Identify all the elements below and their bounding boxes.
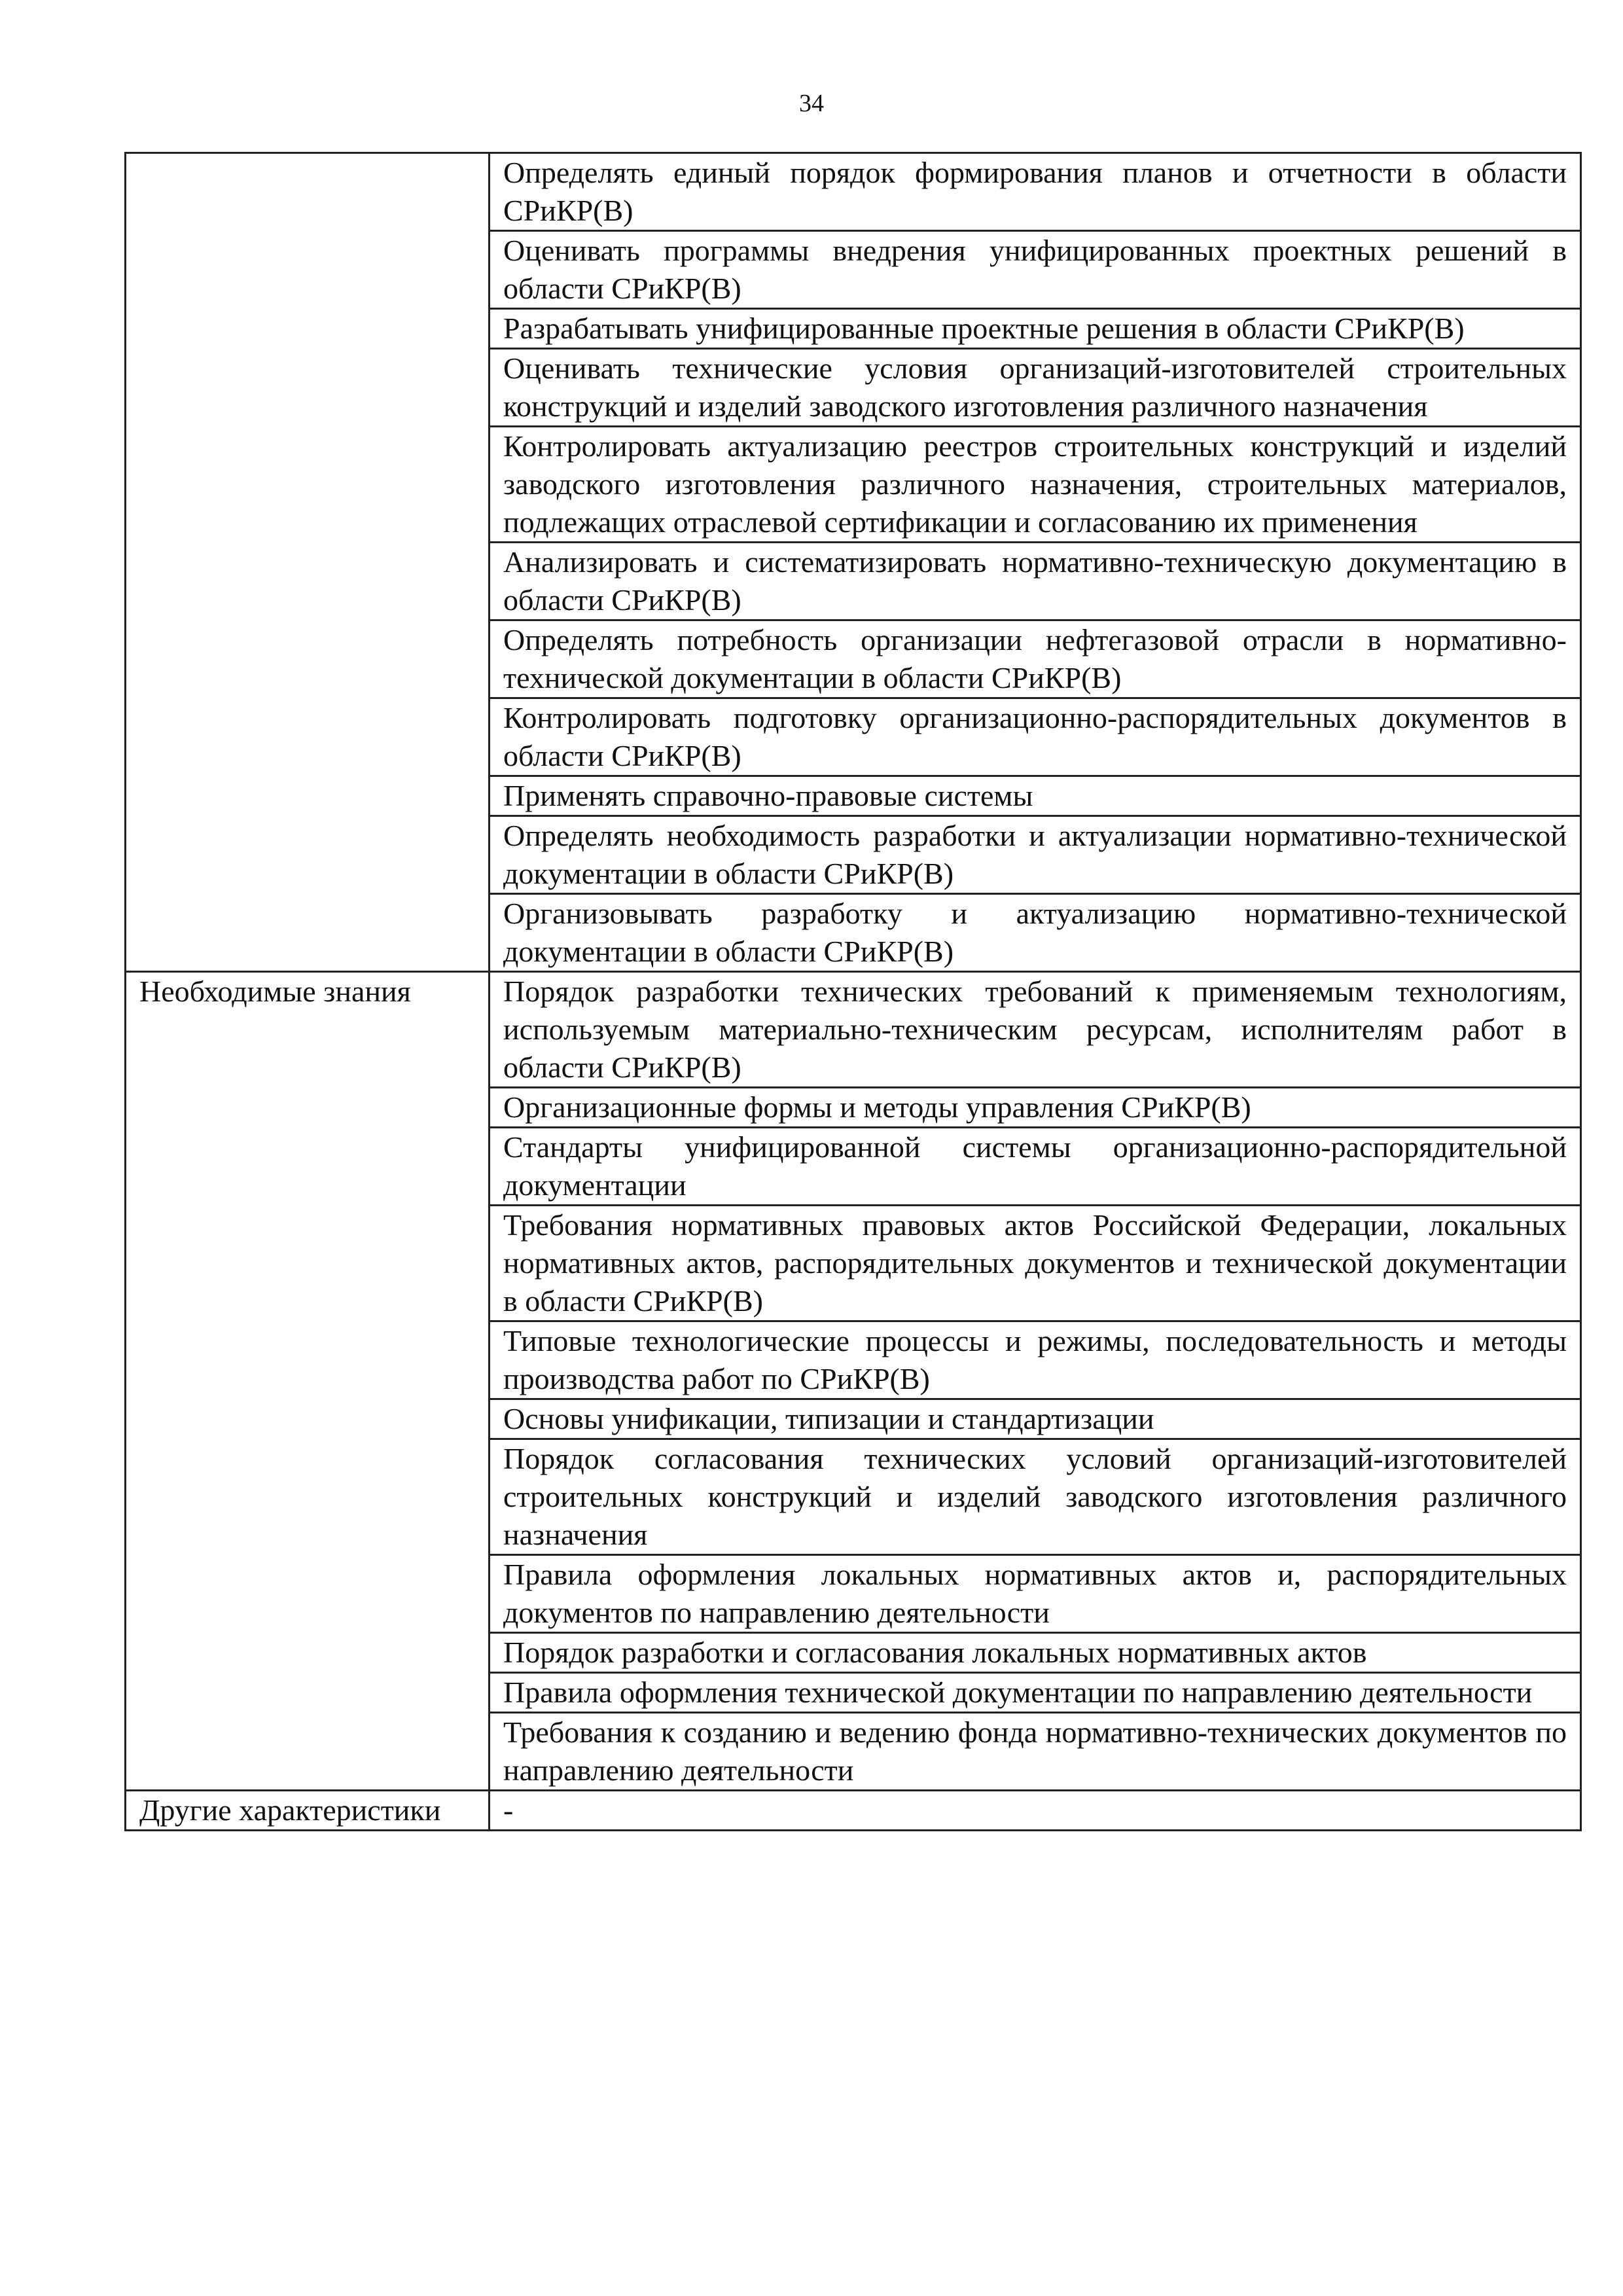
- skill-item: Контролировать актуализацию реестров строительных конструкций и изделий заводского изготовления различного назначения, строительных материалов, подлежащих отраслевой сертификации и согласованию их применения: [490, 427, 1581, 543]
- skill-item: Применять справочно-правовые системы: [490, 776, 1581, 816]
- skill-item: Анализировать и систематизировать нормативно-техническую документацию в области СРиКР(В): [490, 543, 1581, 620]
- knowledge-item: Организационные формы и методы управления СРиКР(В): [490, 1088, 1581, 1128]
- knowledge-item: Требования к созданию и ведению фонда нормативно-технических документов по направлению деятельности: [490, 1713, 1581, 1791]
- skill-item: Организовывать разработку и актуализацию нормативно-технической документации в области СРиКР(В): [490, 894, 1581, 972]
- table-row: [126, 972, 1581, 1088]
- table-row: [126, 153, 1581, 231]
- other-label: Другие характеристики: [126, 1791, 490, 1831]
- page-number: 34: [799, 90, 824, 117]
- knowledge-label: Необходимые знания: [126, 972, 490, 1791]
- table-row: [126, 1791, 1581, 1831]
- skill-item: Оценивать программы внедрения унифицированных проектных решений в области СРиКР(В): [490, 231, 1581, 309]
- knowledge-item: Основы унификации, типизации и стандартизации: [490, 1399, 1581, 1439]
- competency-table: [124, 152, 1582, 1831]
- skill-item: Оценивать технические условия организаций-изготовителей строительных конструкций и изделий заводского изготовления различного назначения: [490, 349, 1581, 427]
- skills-label-cell: [126, 153, 490, 972]
- knowledge-item: Стандарты унифицированной системы организационно-распорядительной документации: [490, 1128, 1581, 1206]
- knowledge-item: Типовые технологические процессы и режимы, последовательность и методы производства работ по СРиКР(В): [490, 1321, 1581, 1399]
- knowledge-item: Правила оформления локальных нормативных актов и, распорядительных документов по направлению деятельности: [490, 1555, 1581, 1633]
- knowledge-item: Порядок согласования технических условий организаций-изготовителей строительных конструкций и изделий заводского изготовления различного назначения: [490, 1439, 1581, 1555]
- knowledge-item: Правила оформления технической документации по направлению деятельности: [490, 1673, 1581, 1713]
- skill-item: Определять необходимость разработки и актуализации нормативно-технической документации в области СРиКР(В): [490, 816, 1581, 894]
- other-value: -: [490, 1791, 1581, 1831]
- skill-item: Контролировать подготовку организационно-распорядительных документов в области СРиКР(В): [490, 698, 1581, 776]
- knowledge-item: Требования нормативных правовых актов Российской Федерации, локальных нормативных актов, распорядительных документов и технической документации в области СРиКР(В): [490, 1206, 1581, 1321]
- skill-item: Разрабатывать унифицированные проектные решения в области СРиКР(В): [490, 309, 1581, 349]
- knowledge-item: Порядок разработки технических требований к применяемым технологиям, используемым материально-техническим ресурсам, исполнителям работ в области СРиКР(В): [490, 972, 1581, 1088]
- knowledge-item: Порядок разработки и согласования локальных нормативных актов: [490, 1633, 1581, 1673]
- skill-item: Определять потребность организации нефтегазовой отрасли в нормативно-технической документации в области СРиКР(В): [490, 620, 1581, 698]
- skill-item: Определять единый порядок формирования планов и отчетности в области СРиКР(В): [490, 153, 1581, 231]
